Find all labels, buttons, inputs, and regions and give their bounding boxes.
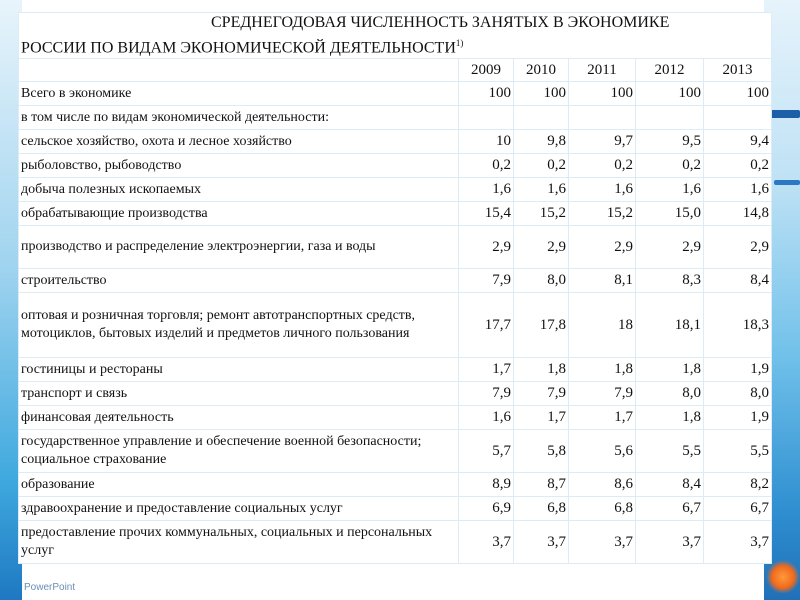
title-line-2-text: РОССИИ ПО ВИДАМ ЭКОНОМИЧЕСКОЙ ДЕЯТЕЛЬНОСТИ <box>21 39 456 57</box>
row-label: предоставление прочих коммунальных, социальных и персональных услуг <box>19 521 459 564</box>
table-row <box>19 226 772 269</box>
year-header: 2013 <box>704 59 772 82</box>
value-cell <box>636 106 704 130</box>
value-cell: 0,2 <box>459 154 514 178</box>
value-cell: 17,8 <box>514 293 569 358</box>
footer-text: PowerPoint <box>24 582 76 593</box>
value-cell: 1,8 <box>636 406 704 430</box>
value-cell: 6,7 <box>704 497 772 521</box>
table-row <box>19 178 772 202</box>
value-cell: 8,3 <box>636 269 704 293</box>
row-label: в том числе по видам экономической деятельности: <box>19 106 459 130</box>
row-label: государственное управление и обеспечение военной безопасности; социальное страхование <box>19 430 459 473</box>
value-cell: 8,0 <box>704 382 772 406</box>
value-cell: 7,9 <box>459 269 514 293</box>
value-cell: 15,0 <box>636 202 704 226</box>
header-row <box>19 59 772 82</box>
value-cell: 18,1 <box>636 293 704 358</box>
table-row <box>19 497 772 521</box>
value-cell <box>514 106 569 130</box>
value-cell: 0,2 <box>636 154 704 178</box>
value-cell: 5,8 <box>514 430 569 473</box>
table-row <box>19 430 772 473</box>
value-cell <box>704 106 772 130</box>
value-cell: 9,4 <box>704 130 772 154</box>
value-cell: 8,9 <box>459 473 514 497</box>
value-cell: 18 <box>569 293 636 358</box>
value-cell: 7,9 <box>569 382 636 406</box>
value-cell: 100 <box>569 82 636 106</box>
row-label: финансовая деятельность <box>19 406 459 430</box>
value-cell: 14,8 <box>704 202 772 226</box>
value-cell: 1,7 <box>514 406 569 430</box>
value-cell: 100 <box>636 82 704 106</box>
value-cell: 3,7 <box>514 521 569 564</box>
value-cell: 1,6 <box>514 178 569 202</box>
row-label: сельское хозяйство, охота и лесное хозяйство <box>19 130 459 154</box>
value-cell: 5,5 <box>636 430 704 473</box>
table-row <box>19 382 772 406</box>
value-cell: 1,7 <box>459 358 514 382</box>
row-label: Всего в экономике <box>19 82 459 106</box>
table-row <box>19 82 772 106</box>
title-row <box>19 13 772 59</box>
title-line-1: СРЕДНЕГОДОВАЯ ЧИСЛЕННОСТЬ ЗАНЯТЫХ В ЭКОНОМИКЕ <box>211 14 670 31</box>
row-label: транспорт и связь <box>19 382 459 406</box>
value-cell: 1,8 <box>514 358 569 382</box>
value-cell: 5,6 <box>569 430 636 473</box>
value-cell <box>569 106 636 130</box>
value-cell: 8,4 <box>704 269 772 293</box>
value-cell: 8,2 <box>704 473 772 497</box>
value-cell: 1,8 <box>636 358 704 382</box>
value-cell: 7,9 <box>459 382 514 406</box>
value-cell: 9,7 <box>569 130 636 154</box>
value-cell: 1,6 <box>459 178 514 202</box>
value-cell: 1,9 <box>704 358 772 382</box>
row-label: гостиницы и рестораны <box>19 358 459 382</box>
value-cell: 1,6 <box>704 178 772 202</box>
value-cell: 9,8 <box>514 130 569 154</box>
row-label: добыча полезных ископаемых <box>19 178 459 202</box>
value-cell: 3,7 <box>636 521 704 564</box>
title-line-2 <box>21 33 769 58</box>
value-cell: 8,6 <box>569 473 636 497</box>
value-cell: 15,4 <box>459 202 514 226</box>
row-label: производство и распределение электроэнергии, газа и воды <box>19 226 459 269</box>
row-label: обрабатывающие производства <box>19 202 459 226</box>
flower-decoration-icon <box>766 560 800 594</box>
table-title <box>19 13 772 59</box>
value-cell: 100 <box>514 82 569 106</box>
value-cell: 6,7 <box>636 497 704 521</box>
value-cell: 2,9 <box>704 226 772 269</box>
value-cell: 7,9 <box>514 382 569 406</box>
value-cell: 2,9 <box>569 226 636 269</box>
value-cell <box>459 106 514 130</box>
footnote-mark: 1) <box>455 38 464 48</box>
year-header: 2012 <box>636 59 704 82</box>
value-cell: 15,2 <box>569 202 636 226</box>
value-cell: 8,4 <box>636 473 704 497</box>
table-row <box>19 358 772 382</box>
decor-stripe <box>770 110 800 118</box>
row-label: строительство <box>19 269 459 293</box>
value-cell: 5,7 <box>459 430 514 473</box>
value-cell: 1,7 <box>569 406 636 430</box>
value-cell: 0,2 <box>704 154 772 178</box>
header-empty-cell <box>19 59 459 82</box>
value-cell: 8,1 <box>569 269 636 293</box>
value-cell: 3,7 <box>569 521 636 564</box>
value-cell: 3,7 <box>704 521 772 564</box>
value-cell: 2,9 <box>636 226 704 269</box>
value-cell: 6,9 <box>459 497 514 521</box>
value-cell: 8,7 <box>514 473 569 497</box>
value-cell: 8,0 <box>636 382 704 406</box>
value-cell: 15,2 <box>514 202 569 226</box>
row-label: оптовая и розничная торговля; ремонт автотранспортных средств, мотоциклов, бытовых изделий и предметов личного пользования <box>19 293 459 358</box>
row-label: образование <box>19 473 459 497</box>
year-header: 2011 <box>569 59 636 82</box>
table-row <box>19 473 772 497</box>
year-header: 2010 <box>514 59 569 82</box>
value-cell: 8,0 <box>514 269 569 293</box>
table-row <box>19 202 772 226</box>
decor-stripe <box>774 180 800 185</box>
value-cell: 0,2 <box>514 154 569 178</box>
value-cell: 5,5 <box>704 430 772 473</box>
row-label: здравоохранение и предоставление социальных услуг <box>19 497 459 521</box>
value-cell: 100 <box>459 82 514 106</box>
table-row <box>19 106 772 130</box>
value-cell: 1,6 <box>636 178 704 202</box>
value-cell: 0,2 <box>569 154 636 178</box>
value-cell: 10 <box>459 130 514 154</box>
table-row <box>19 293 772 358</box>
value-cell: 6,8 <box>569 497 636 521</box>
table-row <box>19 406 772 430</box>
value-cell: 17,7 <box>459 293 514 358</box>
table-row <box>19 269 772 293</box>
value-cell: 3,7 <box>459 521 514 564</box>
employment-table <box>18 12 772 564</box>
row-label: рыболовство, рыбоводство <box>19 154 459 178</box>
value-cell: 6,8 <box>514 497 569 521</box>
table-body <box>19 82 772 564</box>
value-cell: 9,5 <box>636 130 704 154</box>
value-cell: 1,9 <box>704 406 772 430</box>
value-cell: 1,6 <box>459 406 514 430</box>
table-row <box>19 154 772 178</box>
value-cell: 2,9 <box>514 226 569 269</box>
value-cell: 100 <box>704 82 772 106</box>
value-cell: 18,3 <box>704 293 772 358</box>
value-cell: 1,6 <box>569 178 636 202</box>
table-row <box>19 130 772 154</box>
value-cell: 1,8 <box>569 358 636 382</box>
table-row <box>19 521 772 564</box>
value-cell: 2,9 <box>459 226 514 269</box>
year-header: 2009 <box>459 59 514 82</box>
